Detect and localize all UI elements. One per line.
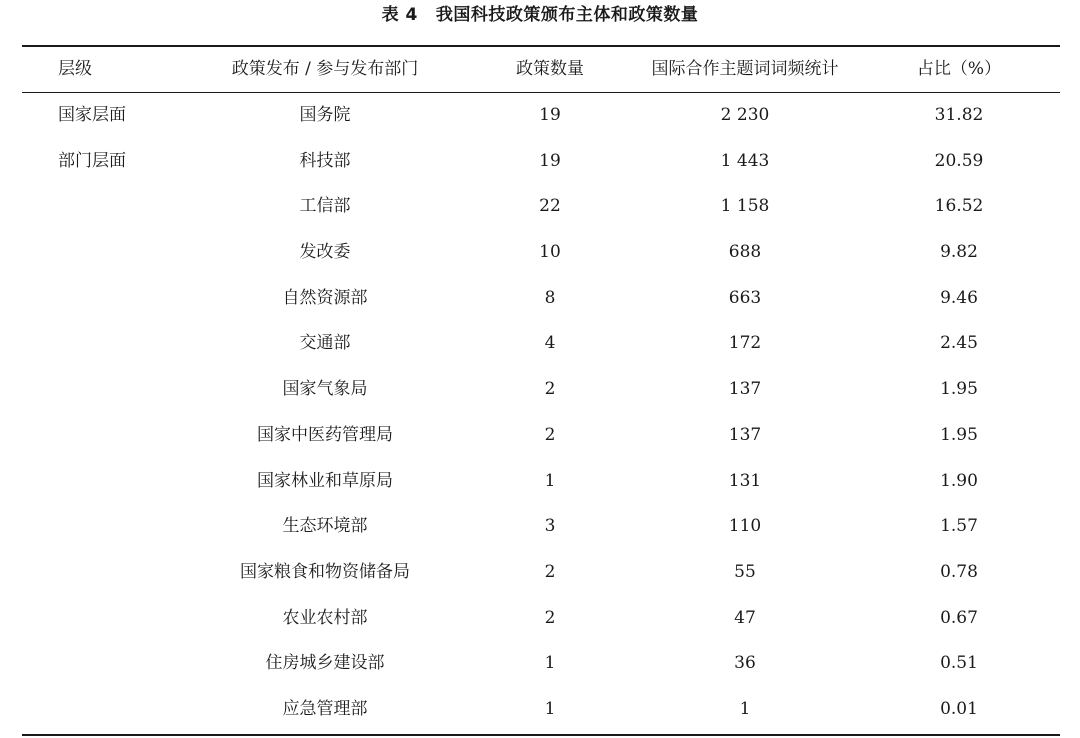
cell-term-frequency: 110: [728, 516, 762, 537]
cell-level: 部门层面: [58, 150, 126, 171]
cell-policy-count: 2: [544, 379, 556, 400]
table-row: [0, 93, 1080, 139]
cell-policy-count: 1: [544, 698, 556, 719]
cell-share: 1.57: [940, 516, 978, 537]
cell-policy-count: 8: [544, 287, 556, 308]
cell-share: 1.95: [940, 379, 978, 400]
cell-term-frequency: 663: [728, 287, 762, 308]
table-row: [0, 321, 1080, 367]
cell-share: 2.45: [940, 333, 978, 354]
cell-policy-count: 2: [544, 561, 556, 582]
cell-policy-count: 4: [544, 333, 556, 354]
header-policy-count: 政策数量: [516, 59, 584, 79]
cell-policy-count: 19: [539, 150, 561, 171]
table-row: [0, 459, 1080, 505]
table-row: [0, 184, 1080, 230]
table-caption: [0, 4, 1080, 26]
cell-share: 9.46: [940, 287, 978, 308]
cell-term-frequency: 1 443: [720, 150, 770, 171]
cell-department: 国家林业和草原局: [257, 470, 393, 491]
header-share: 占比（%）: [916, 59, 1002, 79]
cell-policy-count: 19: [539, 105, 561, 125]
cell-share: 20.59: [934, 150, 984, 171]
cell-department: 生态环境部: [282, 516, 368, 537]
cell-department: 应急管理部: [282, 698, 368, 719]
cell-term-frequency: 36: [734, 653, 756, 674]
cell-department: 自然资源部: [282, 287, 368, 308]
table-row: [0, 687, 1080, 733]
cell-share: 1.95: [940, 424, 978, 445]
cell-share: 0.67: [940, 607, 978, 628]
cell-term-frequency: 1 158: [720, 196, 770, 217]
cell-policy-count: 3: [544, 516, 556, 537]
cell-term-frequency: 55: [734, 561, 756, 582]
table-header: [0, 47, 1080, 92]
cell-policy-count: 1: [544, 653, 556, 674]
cell-department: 国家中医药管理局: [257, 424, 393, 445]
cell-term-frequency: 47: [734, 607, 756, 628]
cell-policy-count: 22: [539, 196, 561, 217]
bottom-rule: [22, 734, 1060, 736]
cell-policy-count: 10: [539, 242, 561, 263]
table-body: [0, 93, 1080, 733]
table-number: 表 4: [381, 5, 418, 25]
cell-department: 发改委: [299, 242, 351, 263]
cell-department: 国家粮食和物资储备局: [240, 561, 410, 582]
cell-department: 国家气象局: [282, 379, 368, 400]
cell-share: 0.51: [940, 653, 978, 674]
table-row: [0, 276, 1080, 322]
table-row: [0, 139, 1080, 185]
cell-term-frequency: 688: [728, 242, 762, 263]
table-row: [0, 550, 1080, 596]
cell-share: 16.52: [934, 196, 984, 217]
cell-policy-count: 1: [544, 470, 556, 491]
cell-level: 国家层面: [58, 105, 126, 125]
table-row: [0, 367, 1080, 413]
cell-department: 农业农村部: [282, 607, 368, 628]
table-row: [0, 504, 1080, 550]
cell-share: 0.01: [940, 698, 978, 719]
cell-term-frequency: 1: [739, 698, 751, 719]
cell-share: 31.82: [934, 105, 984, 125]
cell-term-frequency: 137: [728, 379, 762, 400]
cell-term-frequency: 137: [728, 424, 762, 445]
cell-share: 0.78: [940, 561, 978, 582]
cell-policy-count: 2: [544, 607, 556, 628]
table-title: 我国科技政策颁布主体和政策数量: [435, 5, 699, 25]
cell-term-frequency: 2 230: [720, 105, 770, 125]
table-row: [0, 596, 1080, 642]
table-row: [0, 413, 1080, 459]
cell-department: 工信部: [299, 196, 351, 217]
cell-department: 科技部: [299, 150, 351, 171]
cell-policy-count: 2: [544, 424, 556, 445]
table-row: [0, 230, 1080, 276]
cell-share: 1.90: [940, 470, 978, 491]
cell-term-frequency: 131: [728, 470, 762, 491]
header-term-frequency: 国际合作主题词词频统计: [651, 59, 839, 79]
cell-share: 9.82: [940, 242, 978, 263]
header-level: 层级: [58, 59, 92, 79]
cell-term-frequency: 172: [728, 333, 762, 354]
cell-department: 交通部: [299, 333, 351, 354]
cell-department: 国务院: [299, 105, 351, 125]
cell-department: 住房城乡建设部: [265, 653, 385, 674]
header-department: 政策发布 / 参与发布部门: [231, 59, 419, 79]
table-row: [0, 641, 1080, 687]
